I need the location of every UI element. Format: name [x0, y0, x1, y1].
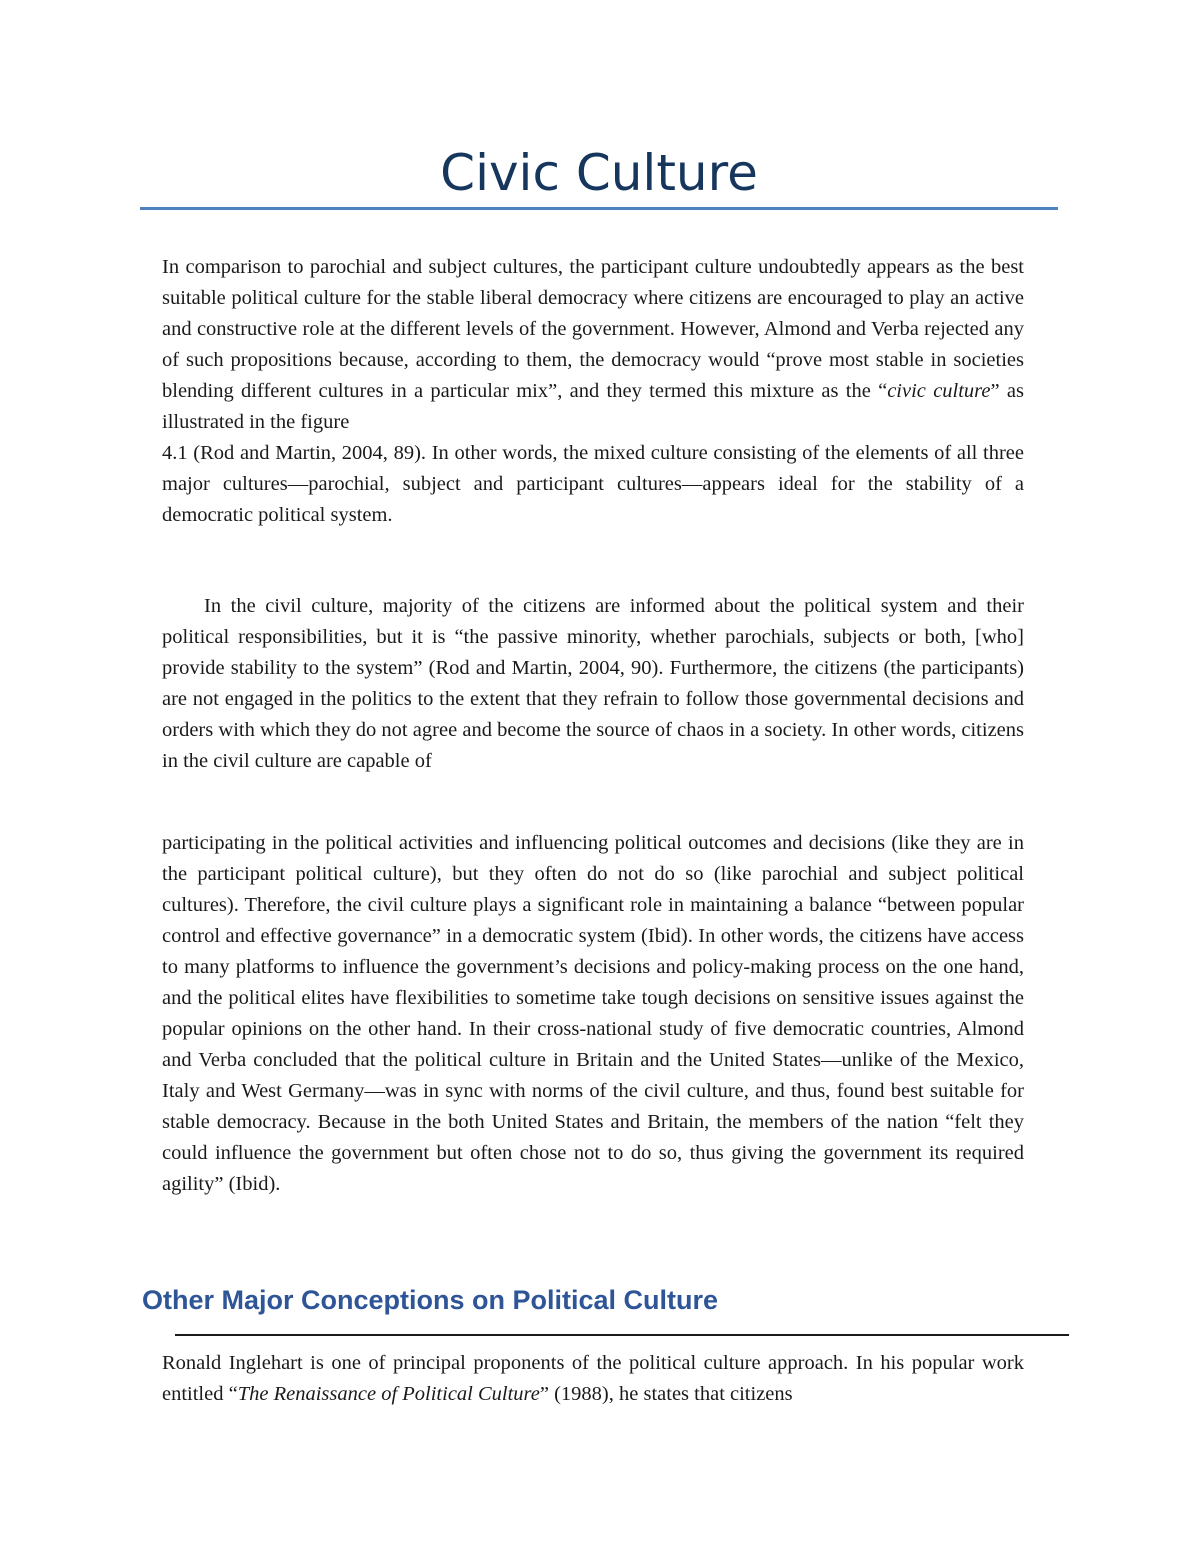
paragraph-1-text-a: In comparison to parochial and subject cultures, the participant culture undoubtedly appears as the best suitable political culture for the stable liberal democracy where citizens are encouraged to play an active and constructive role at the different levels of the government. However, Almond and Verba rejected any of such propositions because, according to them, the democracy would “prove most stable in societies blending different cultures in a particular mix”, and they termed this mixture as the “ [162, 256, 1024, 402]
book-title: The Renaissance of Political Culture [237, 1383, 540, 1405]
civic-culture-term: civic culture [887, 380, 991, 402]
title-underline [140, 207, 1058, 210]
paragraph-1 [162, 252, 1024, 531]
page-title: Civic Culture [440, 144, 758, 202]
paragraph-3-text: participating in the political activities and influencing political outcomes and decisions (like they are in the participant political culture), but they often do not do so (like parochial and subject political cultures). Therefore, the civil culture plays a significant role in maintaining a balance “between popular control and effective governance” in a democratic system (Ibid). In other words, the citizens have access to many platforms to influence the government’s decisions and policy-making process on the one hand, and the political elites have flexibilities to sometime take tough decisions on sensitive issues against the popular opinions on the other hand. In their cross-national study of five democratic countries, Almond and Verba concluded that the political culture in Britain and the United States—unlike of the Mexico, Italy and West Germany—was in sync with norms of the civil culture, and thus, found best suitable for stable democracy. Because in the both United States and Britain, the members of the nation “felt they could influence the government but often chose not to do so, thus giving the government its required agility” (Ibid). [162, 832, 1024, 1195]
paragraph-2 [162, 591, 1024, 777]
section-heading: Other Major Conceptions on Political Culture [142, 1285, 719, 1315]
section-heading-underline [175, 1334, 1069, 1336]
paragraph-4-text-b: ” (1988), he states that citizens [539, 1383, 793, 1405]
paragraph-1-text [162, 252, 1024, 438]
paragraph-1-continuation: 4.1 (Rod and Martin, 2004, 89). In other words, the mixed culture consisting of the elements of all three major cultures—parochial, subject and participant cultures—appears ideal for the stability of a democratic political system. [162, 442, 1024, 526]
paragraph-4-text [162, 1348, 1024, 1410]
paragraph-2-text: In the civil culture, majority of the citizens are informed about the political system and their political responsibilities, but it is “the passive minority, whether parochials, subjects or both, [who] provide stability to the system” (Rod and Martin, 2004, 90). Furthermore, the citizens (the participants) are not engaged in the politics to the extent that they refrain to follow those governmental decisions and orders with which they do not agree and become the source of chaos in a society. In other words, citizens in the civil culture are capable of [162, 595, 1024, 772]
paragraph-3 [162, 828, 1024, 1200]
paragraph-4 [162, 1348, 1024, 1410]
paragraph-4-text-a: Ronald Inglehart is one of principal proponents of the political culture approach. In his popular work entitled “ [162, 1352, 1024, 1405]
paragraph-1-text-b: ” as illustrated in the figure [162, 380, 1024, 433]
